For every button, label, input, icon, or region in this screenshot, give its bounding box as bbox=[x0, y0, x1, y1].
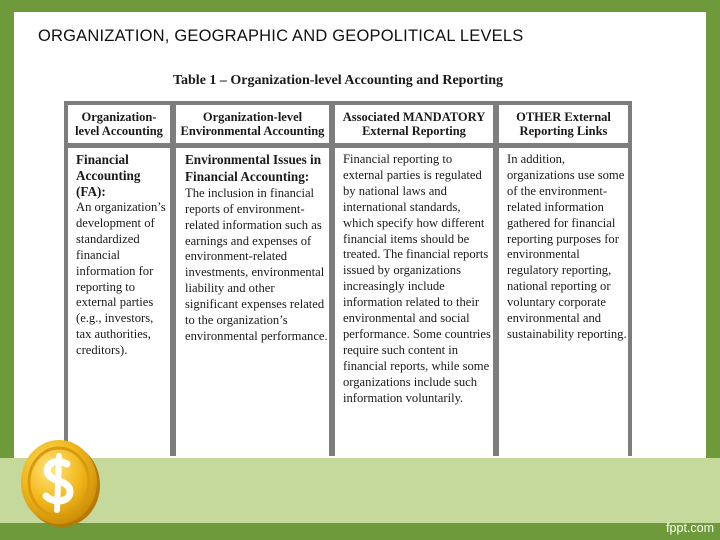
cell-body-text: Financial reporting to external parties is regulated by national laws and international standards, which specify how different financial items should be treated. The financial reports issued by organizations increasingly include information related to their environmental and social performance. Some countries require such content in financial reports, while some organizations include such information voluntarily. bbox=[343, 152, 491, 405]
table-cell-other-links bbox=[507, 152, 629, 343]
brand-watermark: fppt.com bbox=[666, 521, 714, 535]
cell-body-text: The inclusion in financial reports of environment-related information such as earnings and expenses of environment-related investments, environmental liability and other significant expenses related to the organization’s environmental performance. bbox=[185, 185, 328, 343]
table-cell-financial-accounting bbox=[76, 152, 168, 359]
table-grid bbox=[64, 101, 632, 456]
bottom-decor-band bbox=[0, 458, 720, 523]
table-caption: Table 1 – Organization-level Accounting and Reporting bbox=[172, 73, 504, 88]
table-figure bbox=[38, 63, 638, 456]
table-cell-environmental-issues bbox=[185, 152, 328, 345]
table-header-env-accounting: Organization-level Environmental Accounting bbox=[180, 110, 325, 138]
cell-body-text: In addition, organizations use some of the environment-related information gathered for financial reporting purposes for environmental regulatory reporting, national reporting or voluntary corporate environmental and sustainability reporting. bbox=[507, 152, 627, 341]
table-cell-mandatory-reporting bbox=[343, 152, 493, 407]
table-header-mandatory-reporting: Associated MANDATORY External Reporting bbox=[342, 110, 486, 138]
cell-lead-text: Environmental Issues in Financial Accounting: bbox=[185, 152, 322, 184]
cell-body-text: An organization’s development of standardized financial information for reporting to external parties (e.g., investors, tax authorities, creditors). bbox=[76, 200, 166, 358]
table-header-other-links: OTHER External Reporting Links bbox=[516, 110, 611, 138]
footer-bar bbox=[0, 523, 720, 540]
header-divider bbox=[64, 143, 632, 148]
table-header-org-accounting: Organization- level Accounting bbox=[75, 110, 163, 138]
gold-dollar-coin-icon bbox=[12, 432, 108, 528]
slide-title: ORGANIZATION, GEOGRAPHIC AND GEOPOLITICAL LEVELS bbox=[38, 27, 524, 45]
cell-lead-text: Financial Accounting (FA): bbox=[76, 152, 141, 199]
